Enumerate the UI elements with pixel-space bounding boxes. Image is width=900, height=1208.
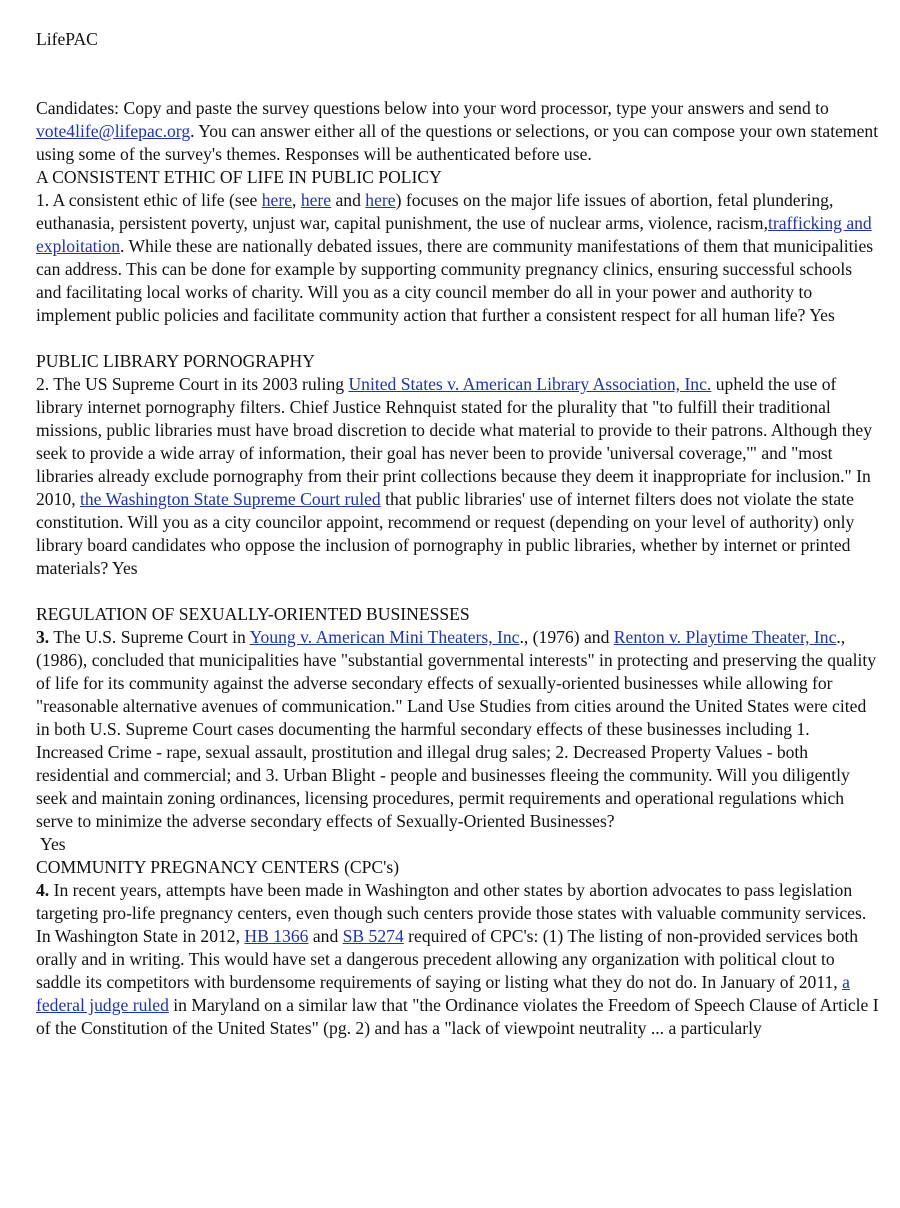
here-link-2[interactable]: here [300,190,332,210]
s3-text-1: The U.S. Supreme Court in [49,627,250,647]
s4-text-1: In recent years, attempts have been made in Washington and other states by abortion advocates to pass legislation targeting pro-life pregnancy centers, even though such centers provide those states with valuable community services. In Washington State in 2012, [36,880,867,946]
s4-text-4: in Maryland on a similar law that "the Ordinance violates the Freedom of Speech Clause of Article I of the Constitution of the United States" (pg. 2) and has a "lack of viewpoint neutrality ... a particularly [36,995,879,1038]
intro-paragraph [36,97,880,166]
s4-number: 4. [36,880,50,900]
s1-text-3: and [331,190,366,210]
email-link[interactable]: vote4life@lifepac.org [36,121,191,141]
s1-text-5: . While these are nationally debated issues, there are community manifestations of them that municipalities can address. This can be done for example by supporting community pregnancy clinics, ensuring successful schools and facilitating local works of charity. Will you as a city council member do all in your power and authority to implement public policies and facilitate community action that further a consistent respect for all human life? Yes [36,236,874,325]
s1-text-2: , [292,190,301,210]
document-title: LifePAC [36,29,98,49]
section-3-heading: REGULATION OF SEXUALLY-ORIENTED BUSINESSES [36,604,470,624]
s2-text-2: upheld the use of library internet pornography filters. Chief Justice Rehnquist stated for the plurality that "to fulfill their traditional missions, public libraries must have broad discretion to decide what material to provide to their patrons. Although they seek to provide a wide array of information, their goal has never been to provide 'universal coverage,'" and "most libraries already exclude pornography from their print collections because they deem it inappropriate for inclusion." In 2010, [36,374,873,509]
s1-text-1: 1. A consistent ethic of life (see [36,190,262,210]
spacer [36,580,880,603]
section-1-heading: A CONSISTENT ETHIC OF LIFE IN PUBLIC POLICY [36,167,442,187]
section-4-paragraph [36,879,880,1040]
s3-number: 3. [36,627,50,647]
s2-text-3: that public libraries' use of internet filters does not violate the state constitution. Will you as a city councilor appoint, recommend or request (depending on your level of authority) only library board candidates who oppose the inclusion of pornography in public libraries, whether by internet or printed materials? Yes [36,489,855,578]
federal-judge-link[interactable]: a federal judge ruled [36,972,850,1015]
wa-court-link[interactable]: the Washington State Supreme Court ruled [79,489,381,509]
section-2-heading: PUBLIC LIBRARY PORNOGRAPHY [36,351,315,371]
section-1-paragraph [36,189,880,327]
s2-text-1: 2. The US Supreme Court in its 2003 ruling [36,374,349,394]
young-case-link[interactable]: Young v. American Mini Theaters, Inc [249,627,520,647]
section-2-paragraph [36,373,880,580]
section-4-heading: COMMUNITY PREGNANCY CENTERS (CPC's) [36,857,400,877]
intro-text-1: Candidates: Copy and paste the survey questions below into your word processor, type your answers and send to [36,98,829,118]
renton-case-link[interactable]: Renton v. Playtime Theater, Inc [613,627,837,647]
section-3-answer: Yes [40,834,66,854]
hb-1366-link[interactable]: HB 1366 [244,926,309,946]
s4-text-2: and [308,926,343,946]
intro-text-2: . You can answer either all of the questions or selections, or you can compose your own statement using some of the survey's themes. Responses will be authenticated before use. [36,121,879,164]
spacer [36,327,880,350]
trafficking-link[interactable]: trafficking and exploitation [36,213,872,256]
here-link-3[interactable]: here [365,190,396,210]
sb-5274-link[interactable]: SB 5274 [342,926,404,946]
section-3-paragraph [36,626,880,833]
s1-text-4: ) focuses on the major life issues of abortion, fetal plundering, euthanasia, persistent poverty, unjust war, capital punishment, the use of nuclear arms, violence, racism, [36,190,834,233]
s4-text-3: required of CPC's: (1) The listing of non-provided services both orally and in writing. This would have set a dangerous precedent allowing any organization with political clout to saddle its competitors with burdensome requirements of saying or listing what they do not do. In January of 2011, [36,926,859,992]
s3-text-3: ., (1986), concluded that municipalities have "substantial governmental interests" in protecting and preserving the quality of life for its community against the adverse secondary effects of sexually-oriented businesses while allowing for "reasonable alternative avenues of communication." Land Use Studies from cities around the United States were cited in both U.S. Supreme Court cases documenting the harmful secondary effects of these businesses including 1. Increased Crime - rape, sexual assault, prostitution and illegal drug sales; 2. Decreased Property Values - both residential and commercial; and 3. Urban Blight - people and businesses fleeing the community. Will you diligently seek and maintain zoning ordinances, licensing procedures, permit requirements and operational regulations which serve to minimize the adverse secondary effects of Sexually-Oriented Businesses? [36,627,877,831]
here-link-1[interactable]: here [261,190,293,210]
s3-text-2: ., (1976) and [519,627,614,647]
ala-case-link[interactable]: United States v. American Library Association, Inc. [348,374,712,394]
